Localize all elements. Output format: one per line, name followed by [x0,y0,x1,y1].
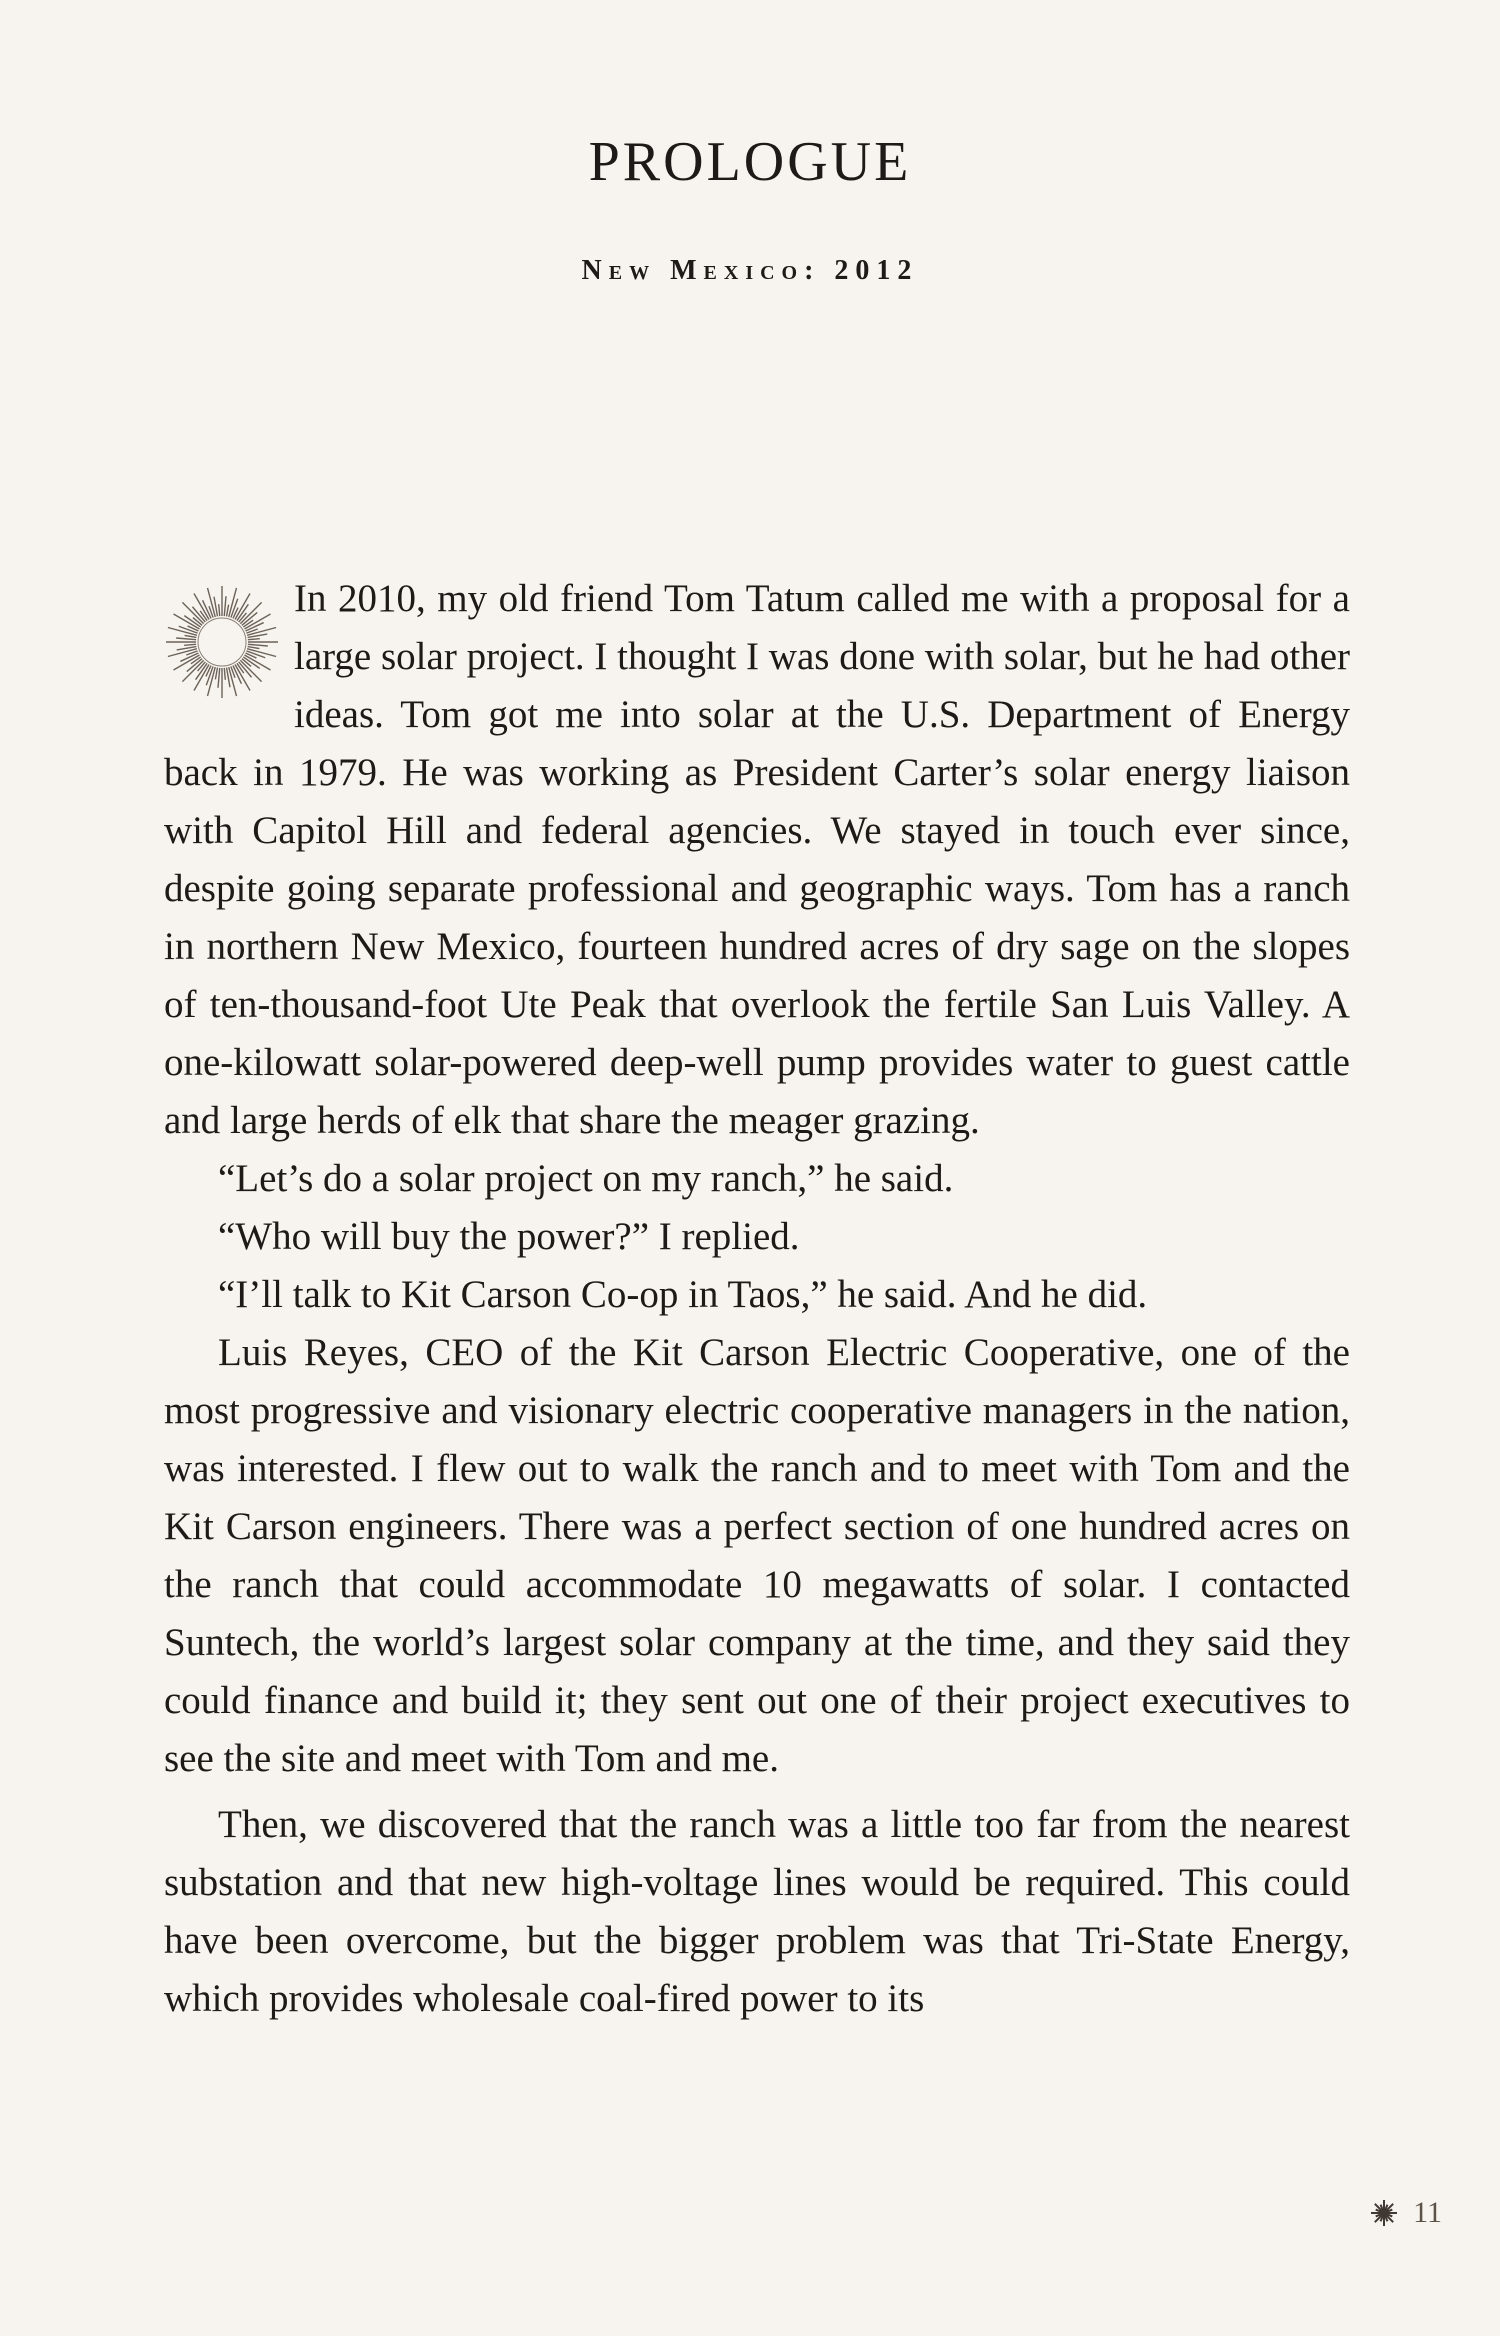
paragraph: “Who will buy the power?” I replied. [218,1215,800,1258]
paragraph: Luis Reyes, CEO of the Kit Carson Electric Cooperative, one of the most progressive and visionary electric cooperative managers in the nation, was interested. I flew out to walk the ranch and to meet with Tom and the Kit Carson engineers. There was a perfect section of one hundred acres on the ranch that could accommodate 10 megawatts of solar. I contacted Suntech, the world’s largest solar company at the time, and they said they could finance and build it; they sent out one of their project executives to see the site and meet with Tom and me. [164,1331,1350,1780]
paragraph: In 2010, my old friend Tom Tatum called me with a proposal for a large solar project. I thought I was done with solar, but he had other ideas. Tom got me into solar at the U.S. Department of Energy back in 1979. He was working as President Carter’s solar energy liaison with Capitol Hill and federal agencies. We stayed in touch ever since, despite going separate professional and geographic ways. Tom has a ranch in northern New Mexico, fourteen hundred acres of dry sage on the slopes of ten-thousand-foot Ute Peak that overlook the fertile San Luis Valley. A one-kilowatt solar-powered deep-well pump provides water to guest cattle and large herds of elk that share the meager grazing. [164,577,1350,1142]
body-text [164,570,1350,2028]
page-subtitle: New Mexico: 2012 [581,255,919,286]
paragraph: Then, we discovered that the ranch was a little too far from the nearest substation and that new high-voltage lines would be required. This could have been overcome, but the bigger problem was that Tri-State Energy, which provides wholesale coal-fired power to its [164,1803,1350,2020]
page-number: 11 [1413,2196,1442,2229]
sun-star-icon [1369,2198,1399,2228]
sun-ornament-icon [156,570,284,720]
page-title: PROLOGUE [588,131,912,193]
page-footer [1369,2196,1442,2230]
paragraph: “Let’s do a solar project on my ranch,” he said. [218,1157,954,1200]
paragraph: “I’ll talk to Kit Carson Co-op in Taos,” he said. And he did. [218,1273,1148,1316]
